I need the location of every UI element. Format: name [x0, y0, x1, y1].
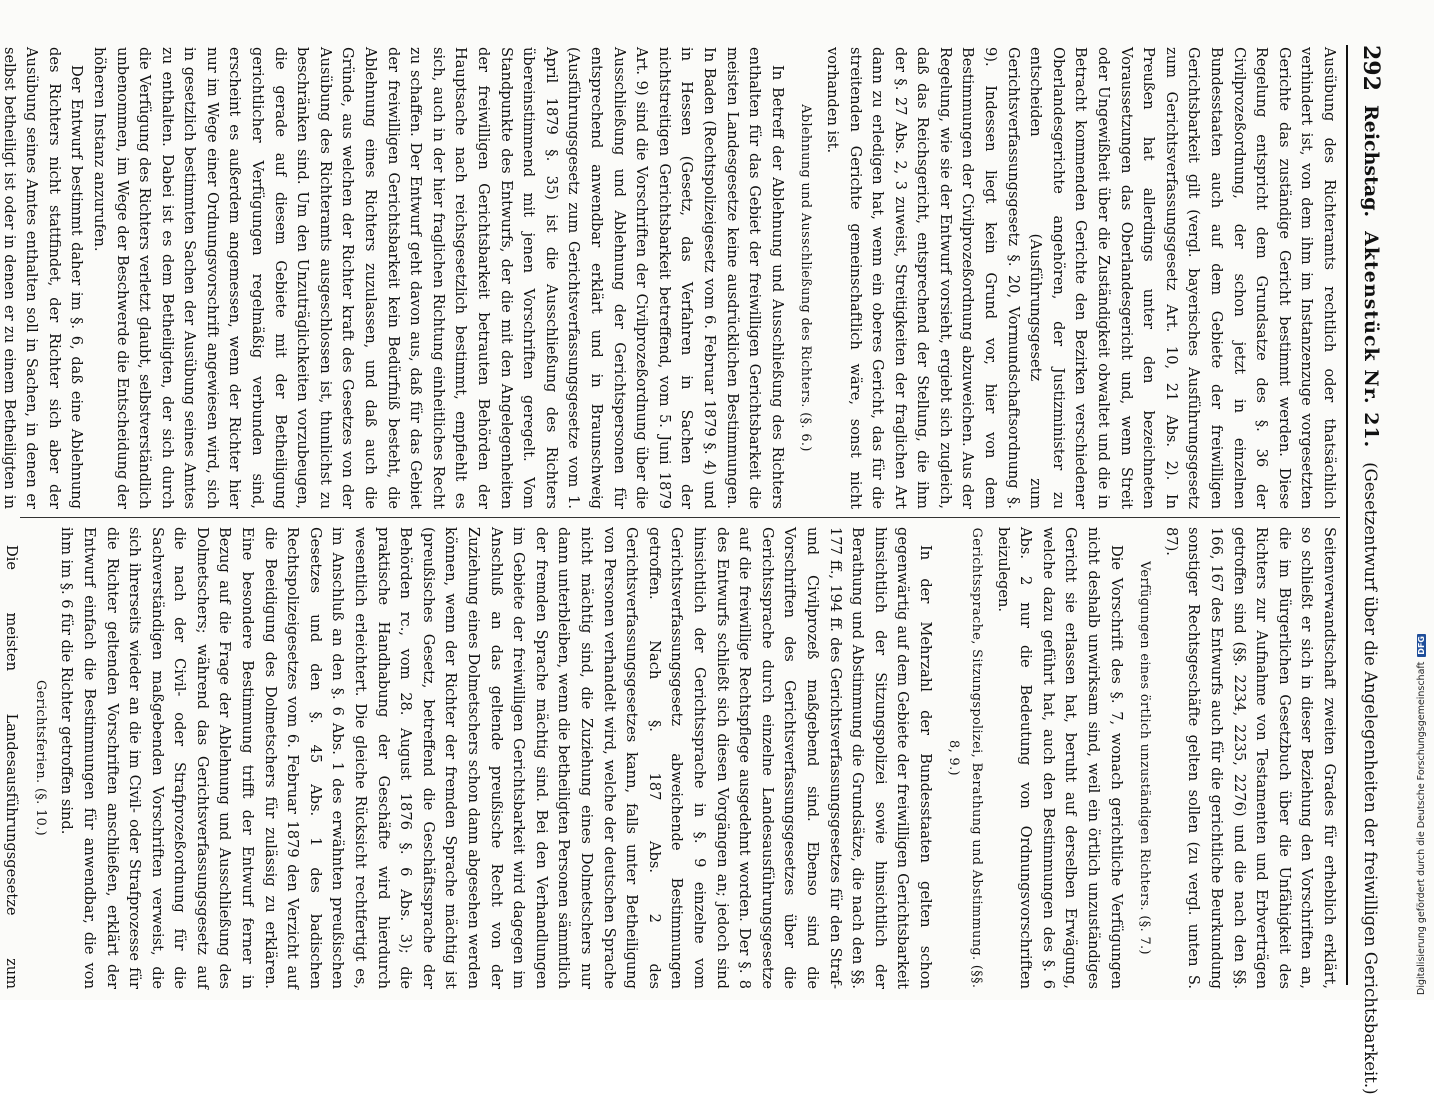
document-subject: (Gesetzentwurf über die Angelegenheiten der freiwilligen Gerichtsbarkeit.)	[1361, 462, 1381, 1095]
paragraph: Die meisten Landesausführungsgesetze zum	[3, 545, 21, 989]
paragraph: Ausübung des Richteramts rechtlich oder thatsächlich verhindert ist, von dem ihm im Instanzenzuge vorgesetzten Gerichte das zuständige Gericht bestimmt werden. Diese Regelung entspricht dem Grundsatze des §. 36 der Civilprozeßordnung, der schon jetzt in einzelnen Bundesstaaten auch auf dem Gebiete der freiwilligen Gerichtsbarkeit gilt (vergl. bayerisches Ausführungsgesetz zum Gerichtsverfassungsgesetz Art. 10, 21 Abs. 2). In Preußen hat allerdings unter den bezeichneten Voraussetzungen das Oberlandesgericht und, wenn Streit oder Ungewißheit über die Zuständigkeit obwaltet und die in Betracht kommenden Gerichte den Bezirken verschiedener Oberlandesgerichte angehören, der Justizminister zu entscheiden (Ausführungsgesetz zum Gerichtsverfassungsgesetz §. 20, Vormundschaftsordnung §. 9). Indessen liegt kein Grund vor, hier von dem Bestimmungen der Civilprozeßordnung abzuweichen. Aus der Regelung, wie sie der Entwurf vorsieht, ergiebt sich zugleich, daß das Reichsgericht, entsprechend der Stellung, die ihm der §. 27 Abs. 2, 3 zuweist, Streitigkeiten der fraglichen Art dann zu erledigen hat, wenn ein oberes Gericht, das für die streitenden Gerichte gemeinschaftlich wäre, sonst nicht vorhanden ist.	[823, 47, 1338, 509]
paragraph: Die Vorschrift des §. 7, wonach gerichtliche Verfügungen nicht deshalb unwirksam sind, weil ein örtlich unzuständiges Gericht sie erlassen hat, beruht auf derselben Erwägung, welche dazu geführt hat, auch den Bestimmungen des §. 6 Abs. 2 nur die Bedeutung von Ordnungsvorschriften beizulegen.	[994, 527, 1125, 989]
section-heading: Gerichtsferien. (§. 10.)	[32, 679, 48, 837]
paragraph: Der Entwurf bestimmt daher im §. 6, daß eine Ablehnung des Richters nicht stattfindet, der Richter sich aber der Ausübung seines Amtes enthalten soll in Sachen, in denen er selbst betheiligt ist oder in denen er zu einem Betheiligten in	[0, 47, 86, 509]
running-header	[1350, 45, 1392, 1095]
section-heading: Ablehnung und Ausschließung des Richters. (§. 6.)	[798, 104, 814, 452]
rotated-page-content	[0, 5, 1400, 1095]
digitization-credit	[1416, 634, 1427, 995]
document-number: Aktenstück Nr. 21.	[1360, 231, 1382, 449]
page-number: 292	[1358, 45, 1384, 91]
left-column	[0, 47, 1340, 509]
right-column	[3, 527, 1340, 989]
section-heading: Gerichtssprache, Sitzungspolizei, Berathung und Abstimmung. (§§. 8, 9.)	[946, 527, 985, 989]
column-divider	[20, 517, 1340, 518]
dfg-logo-icon: DFG	[1417, 636, 1426, 655]
journal-title: Reichstag.	[1360, 104, 1382, 218]
section-heading: Verfügungen eines örtlich unzuständigen Richters. (§. 7.)	[1137, 561, 1153, 955]
paragraph: In Betreff der Ablehnung und Ausschließung des Richters enthalten für das Gebiet der freiwilligen Gerichtsbarkeit die meisten Landesgesetze keine ausdrücklichen Bestimmungen. In Baden (Rechtspolizeigesetz vom 6. Februar 1879 §. 4) und in Hessen (Gesetz, das Verfahren in Sachen der nichtstreitigen Gerichtsbarkeit betreffend, vom 5. Juni 1879 Art. 9) sind die Vorschriften der Civilprozeßordnung über die Ausschließung und Ablehnung der Gerichtspersonen für entsprechend anwendbar erklärt und in Braunschweig (Ausführungsgesetz zum Gerichtsverfassungsgesetze vom 1. April 1879 §. 35) ist die Ausschließung des Richters übereinstimmend mit jenen Vorschriften geregelt. Vom Standpunkte des Entwurfs, der die mit den Angelegenheiten der freiwilligen Gerichtsbarkeit betrauten Behörden der Hauptsache nach reichsgesetzlich bestimmt, empfiehlt es sich, auch in der hier fraglichen Richtung einheitliches Recht zu schaffen. Der Entwurf geht davon aus, daß für das Gebiet der freiwilligen Gerichtsbarkeit kein Bedürfniß besteht, die Ablehnung eines Richters zuzulassen, und daß auch die Gründe, aus welchen der Richter kraft des Gesetzes von der Ausübung des Richteramts ausgeschlossen ist, thunlichst zu beschränken sind. Um den Unzuträglichkeiten vorzubeugen, die gerade auf diesem Gebiete mit der Betheiligung gerichtlicher Verfügungen regelmäßig verbunden sind, erscheint es außerdem angemessen, wenn der Richter hier nur im Wege einer Ordnungsvorschrift angewiesen wird, sich in gesetzlich bestimmten Sachen der Ausübung seines Amtes zu enthalten. Dabei ist es dem Betheiligten, der sich durch die Verfügung des Richters verletzt glaubt, selbstverständlich unbenommen, im Wege der Beschwerde die Entscheidung der höheren Instanz anzurufen.	[90, 47, 786, 509]
paragraph: Seitenverwandtschaft zweiten Grades für erheblich erklärt, so schließt er sich in dieser Beziehung den Vorschriften an, die im Bürgerlichen Gesetzbuch über die Unfähigkeit des Richters zur Aufnahme von Testamenten und Erbverträgen getroffen sind (§§. 2234, 2235, 2276) und die nach den §§. 166, 167 des Entwurfs auch für die gerichtliche Beurkundung sonstiger Rechtsgeschäfte gelten sollen (zu vergl. unten S. 87).	[1162, 527, 1338, 989]
paragraph: In der Mehrzahl der Bundesstaaten gelten schon gegenwärtig auf dem Gebiete der freiwilligen Gerichtsbarkeit hinsichtlich der Sitzungspolizei sowie hinsichtlich der Berathung und Abstimmung die Grundsätze, die nach den §§. 177 ff., 194 ff. des Gerichtsverfassungsgesetzes für den Straf- und Civilprozeß maßgebend sind. Ebenso sind die Vorschriften des Gerichtsverfassungsgesetzes über die Gerichtssprache durch einzelne Landesausführungsgesetze auf die freiwillige Rechtspflege ausgedehnt worden. Der §. 8 des Entwurfs schließt sich diesen Vorgängen an; jedoch sind hinsichtlich der Gerichtssprache in §. 9 einzelne vom Gerichtsverfassungsgesetz abweichende Bestimmungen getroffen. Nach §. 187 Abs. 2 des Gerichtsverfassungsgesetzes kann, falls unter Betheiligung von Personen verhandelt wird, welche der deutschen Sprache nicht mächtig sind, die Zuziehung eines Dolmetschers nur dann unterbleiben, wenn die betheiligten Personen sämmtlich der fremden Sprache mächtig sind. Bei den Verhandlungen im Gebiete der freiwilligen Gerichtsbarkeit wird dagegen im Anschluß an das geltende preußische Recht von der Zuziehung eines Dolmetschers schon dann abgesehen werden können, wenn der Richter der fremden Sprache mächtig ist (preußisches Gesetz, betreffend die Geschäftssprache der Behörden rc., vom 28. August 1876 §. 6 Abs. 3); die praktische Handhabung der Geschäfte wird hierdurch wesentlich erleichtert. Die gleiche Rücksicht rechtfertigt es, im Anschluß an den §. 6 Abs. 1 des erwähnten preußischen Gesetzes und den §. 45 Abs. 1 des badischen Rechtspolizeigesetzes vom 6. Februar 1879 den Verzicht auf die Beeidigung des Dolmetschers für zulässig zu erklären. Eine besondere Bestimmung trifft der Entwurf ferner in Bezug auf die Frage der Ablehnung und Ausschließung des Dolmetschers; während das Gerichtsverfassungsgesetz auf die nach der Civil- oder Strafprozeßordnung für die Sachverständigen maßgebenden Vorschriften verweist, die sich ihrerseits wieder an die im Civil- oder Strafprozesse für die Richter geltenden Vorschriften anschließen, erklärt der Entwurf einfach die Bestimmungen für anwendbar, die von ihm im §. 6 für die Richter getroffen sind.	[58, 527, 934, 989]
header-rule	[1346, 45, 1348, 985]
credit-text: Digitalisierung gefördert durch die Deutsche Forschungsgemeinschaft	[1416, 661, 1427, 995]
